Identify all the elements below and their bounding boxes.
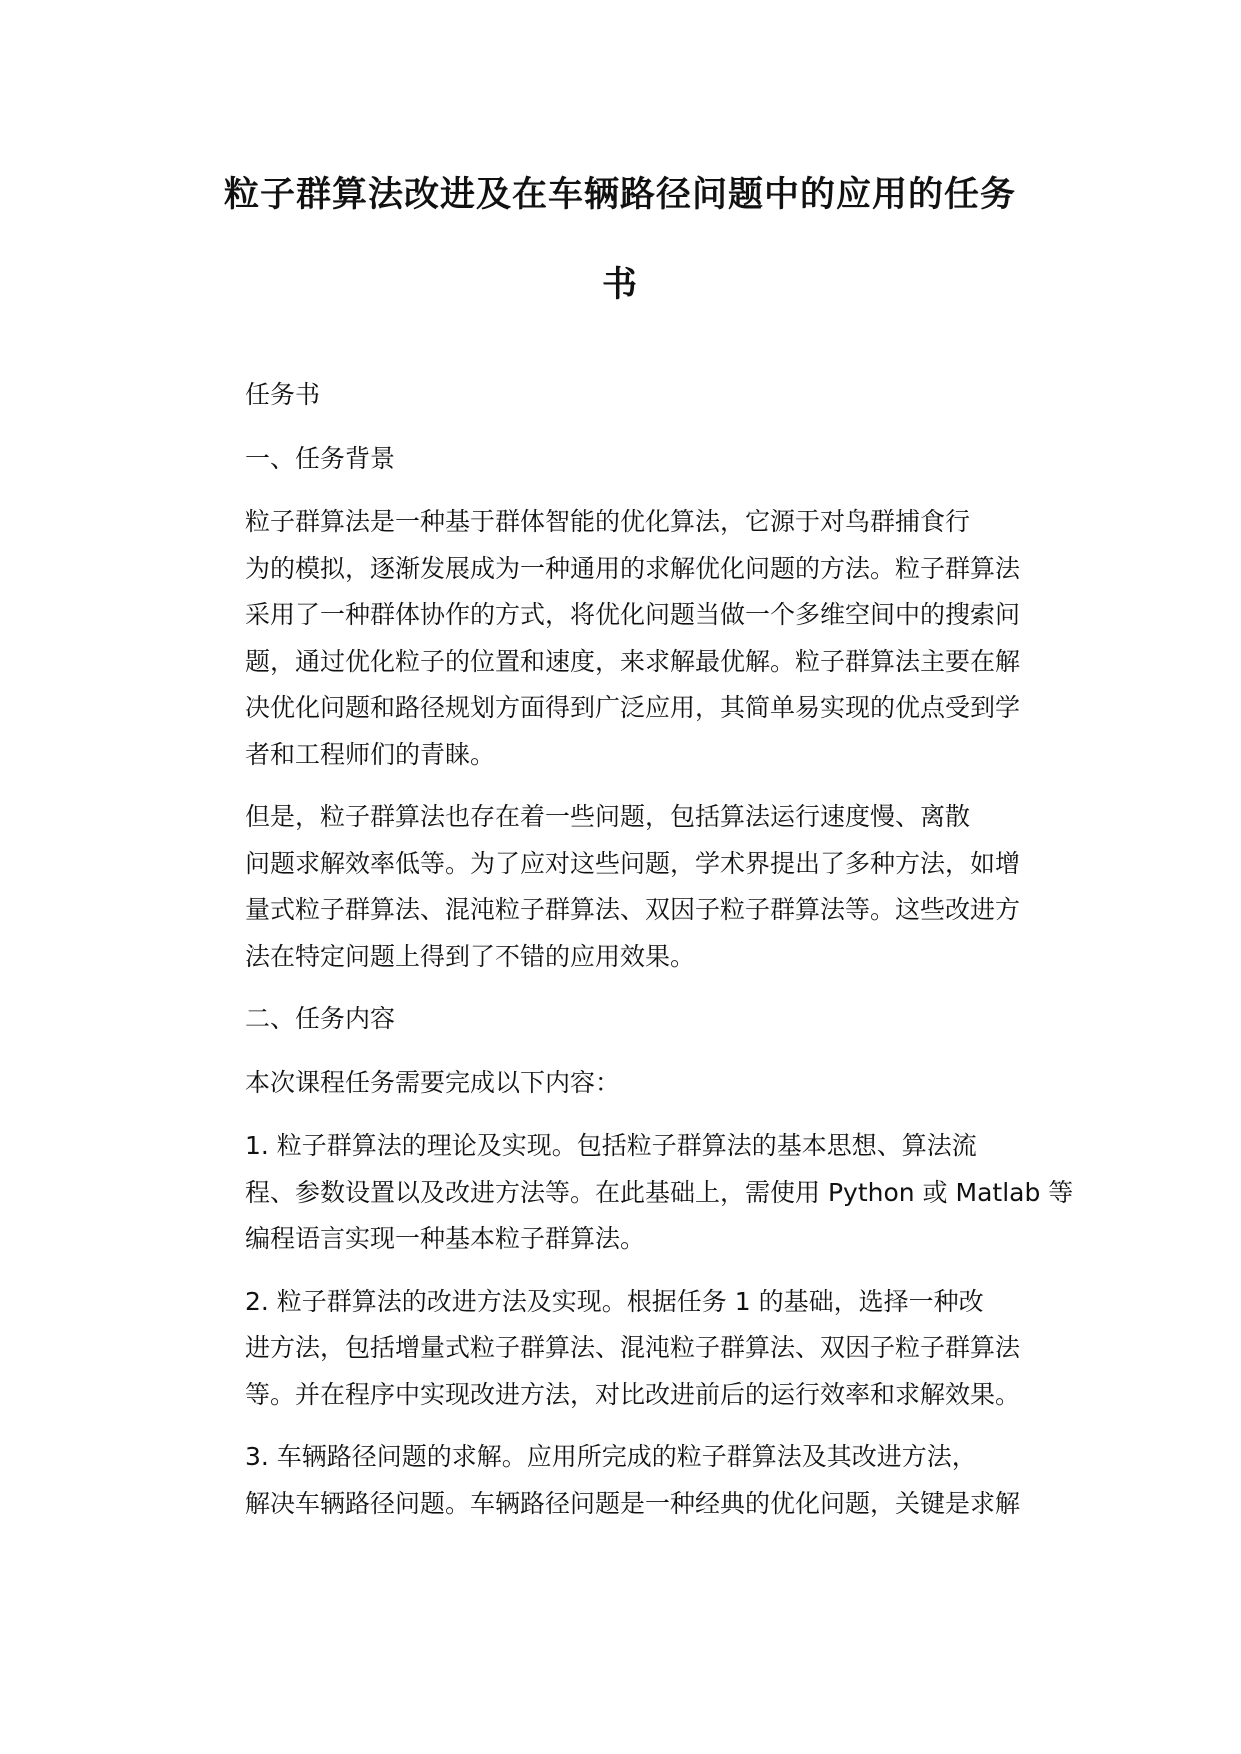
p1-line: 采用了一种群体协作的方式，将优化问题当做一个多维空间中的搜索问 xyxy=(245,600,1021,629)
p1-line: 者和工程师们的青睐。 xyxy=(245,739,496,769)
p1-line: 粒子群算法是一种基于群体智能的优化算法，它源于对鸟群捕食行 xyxy=(245,507,971,536)
document-body xyxy=(187,372,1074,1543)
document-title xyxy=(150,150,1090,330)
title-line-2: 书 xyxy=(601,265,638,305)
p4-line: 1. 粒子群算法的理论及实现。包括粒子群算法的基本思想、算法流 xyxy=(245,1131,977,1160)
paragraph-content-intro: 本次课程任务需要完成以下内容： xyxy=(245,1067,621,1097)
p6-line: 解决车辆路径问题。车辆路径问题是一种经典的优化问题，关键是求解 xyxy=(245,1488,1021,1518)
section-heading-background: 一、任务背景 xyxy=(245,443,396,473)
p2-line: 问题求解效率低等。为了应对这些问题，学术界提出了多种方法，如增 xyxy=(245,848,1021,878)
p2-line: 法在特定问题上得到了不错的应用效果。 xyxy=(245,941,696,971)
p1-line: 题，通过优化粒子的位置和速度，来求解最优解。粒子群算法主要在解 xyxy=(245,646,1021,676)
p5-line: 进方法，包括增量式粒子群算法、混沌粒子群算法、双因子粒子群算法 xyxy=(245,1333,1021,1362)
paragraph-item-1 xyxy=(187,1123,1074,1263)
p1-line: 为的模拟，逐渐发展成为一种通用的求解优化问题的方法。粒子群算法 xyxy=(245,553,1021,583)
title-line-1: 粒子群算法改进及在车辆路径问题中的应用的任务 xyxy=(223,175,1016,215)
p1-line: 决优化问题和路径规划方面得到广泛应用，其简单易实现的优点受到学 xyxy=(245,693,1021,722)
p2-line: 量式粒子群算法、混沌粒子群算法、双因子粒子群算法等。这些改进方 xyxy=(245,895,1021,924)
paragraph-background-1 xyxy=(187,499,1053,778)
paragraph-item-3 xyxy=(187,1434,1053,1527)
p4-line: 编程语言实现一种基本粒子群算法。 xyxy=(245,1224,646,1253)
p6-line: 3. 车辆路径问题的求解。应用所完成的粒子群算法及其改进方法， xyxy=(245,1442,977,1471)
paragraph-background-2 xyxy=(187,794,1053,980)
paragraph-item-2 xyxy=(187,1279,1053,1419)
p5-line: 等。并在程序中实现改进方法，对比改进前后的运行效率和求解效果。 xyxy=(245,1379,1021,1409)
section-heading-content: 二、任务内容 xyxy=(245,1004,396,1033)
p2-line: 但是，粒子群算法也存在着一些问题，包括算法运行速度慢、离散 xyxy=(245,802,971,831)
p5-line: 2. 粒子群算法的改进方法及实现。根据任务 1 的基础，选择一种改 xyxy=(245,1286,984,1316)
taskbook-heading: 任务书 xyxy=(245,380,321,409)
p4-line: 程、参数设置以及改进方法等。在此基础上，需使用 Python 或 Matlab 等 xyxy=(245,1177,1074,1207)
